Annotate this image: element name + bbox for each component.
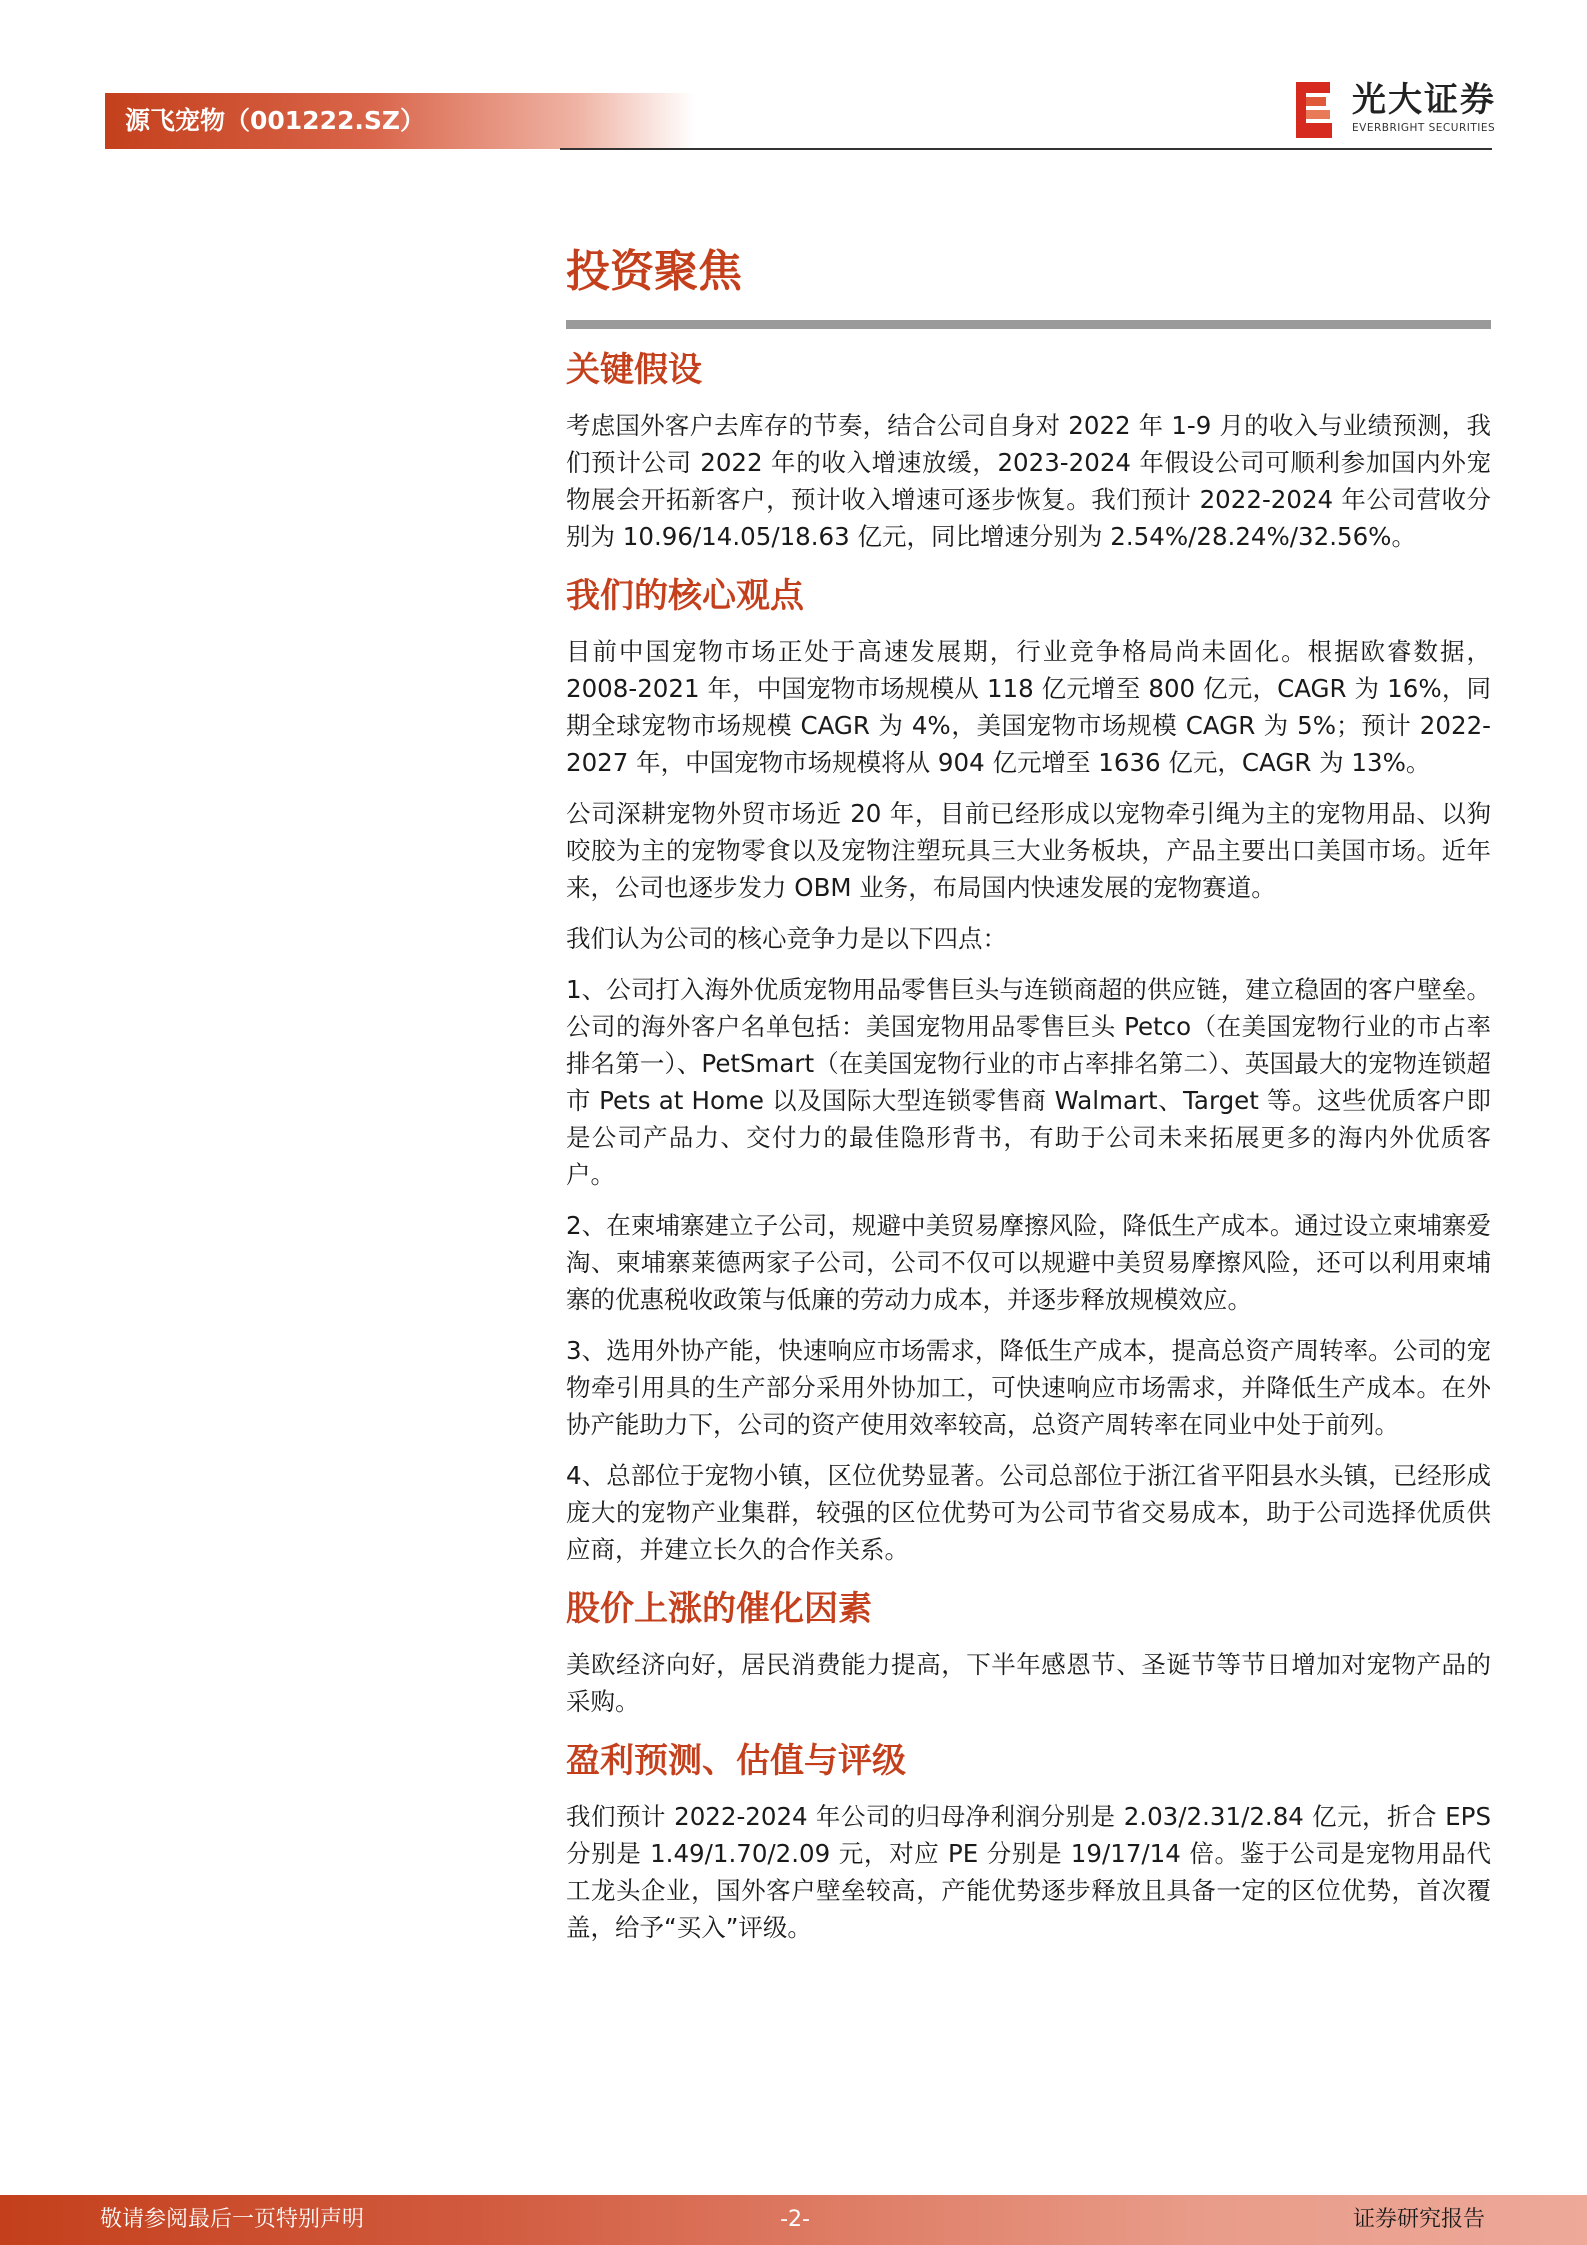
paragraph: 3、选用外协产能，快速响应市场需求，降低生产成本，提高总资产周转率。公司的宠物牵引用具的生产部分采用外协加工，可快速响应市场需求，并降低生产成本。在外协产能助力下，公司的资产使用效率较高，总资产周转率在同业中处于前列。 — [566, 1336, 1491, 1439]
title-rule — [566, 320, 1491, 329]
paragraph: 我们预计 2022-2024 年公司的归母净利润分别是 2.03/2.31/2.84 亿元，折合 EPS 分别是 1.49/1.70/2.09 元，对应 PE 分别是 19/17/14 倍。鉴于公司是宠物用品代工龙头企业，国外客户壁垒较高，产能优势逐步释放且具备一定的区位优势，首次覆盖，给予“买入”评级。 — [566, 1802, 1491, 1942]
section-heading: 股价上涨的催化因素 — [566, 1589, 872, 1629]
page-number: -2- — [780, 2207, 810, 2232]
brand-logo — [1294, 78, 1494, 142]
footer-disclaimer: 敬请参阅最后一页特别声明 — [100, 2207, 365, 2232]
everbright-logo-icon — [1294, 80, 1334, 140]
report-company-title: 源飞宠物（001222.SZ） — [125, 106, 426, 135]
paragraph: 4、总部位于宠物小镇，区位优势显著。公司总部位于浙江省平阳县水头镇，已经形成庞大的宠物产业集群，较强的区位优势可为公司节省交易成本，助于公司选择优质供应商，并建立长久的合作关系。 — [566, 1461, 1491, 1564]
brand-name: 光大证券 — [1352, 80, 1496, 120]
report-body — [566, 240, 1491, 1960]
footer-report-type: 证券研究报告 — [1352, 2207, 1485, 2232]
paragraph: 1、公司打入海外优质宠物用品零售巨头与连锁商超的供应链，建立稳固的客户壁垒。公司的海外客户名单包括：美国宠物用品零售巨头 Petco（在美国宠物行业的市占率排名第一）、PetSmart（在美国宠物行业的市占率排名第二）、英国最大的宠物连锁超市 Pets at Home 以及国际大型连锁零售商 Walmart、Target 等。这些优质客户即是公司产品力、交付力的最佳隐形背书，有助于公司未来拓展更多的海内外优质客户。 — [566, 975, 1491, 1189]
section-catalysts — [566, 1584, 1491, 1720]
brand-name-en: EVERBRIGHT SECURITIES — [1352, 122, 1496, 134]
paragraph: 目前中国宠物市场正处于高速发展期，行业竞争格局尚未固化。根据欧睿数据，2008-2021 年，中国宠物市场规模从 118 亿元增至 800 亿元，CAGR 为 16%，同期全球宠物市场规模 CAGR 为 4%，美国宠物市场规模 CAGR 为 5%；预计 2022-2027 年，中国宠物市场规模将从 904 亿元增至 1636 亿元，CAGR 为 13%。 — [566, 637, 1491, 777]
section-heading: 关键假设 — [566, 350, 702, 390]
paragraph: 2、在柬埔寨建立子公司，规避中美贸易摩擦风险，降低生产成本。通过设立柬埔寨爱淘、柬埔寨莱德两家子公司，公司不仅可以规避中美贸易摩擦风险，还可以利用柬埔寨的优惠税收政策与低廉的劳动力成本，并逐步释放规模效应。 — [566, 1211, 1491, 1314]
paragraph: 公司深耕宠物外贸市场近 20 年，目前已经形成以宠物牵引绳为主的宠物用品、以狗咬胶为主的宠物零食以及宠物注塑玩具三大业务板块，产品主要出口美国市场。近年来，公司也逐步发力 OBM 业务，布局国内快速发展的宠物赛道。 — [566, 799, 1491, 902]
paragraph: 美欧经济向好，居民消费能力提高，下半年感恩节、圣诞节等节日增加对宠物产品的采购。 — [566, 1650, 1491, 1716]
section-forecast-rating — [566, 1736, 1491, 1946]
paragraph: 考虑国外客户去库存的节奏，结合公司自身对 2022 年 1-9 月的收入与业绩预测，我们预计公司 2022 年的收入增速放缓，2023-2024 年假设公司可顺利参加国内外宠物展会开拓新客户，预计收入增速可逐步恢复。我们预计 2022-2024 年公司营收分别为 10.96/14.05/18.63 亿元，同比增速分别为 2.54%/28.24%/32.56%。 — [566, 411, 1491, 551]
section-key-assumptions — [566, 345, 1491, 555]
header-divider — [560, 148, 1492, 150]
section-heading: 盈利预测、估值与评级 — [566, 1741, 906, 1781]
section-heading: 我们的核心观点 — [566, 576, 804, 616]
section-core-views — [566, 571, 1491, 1568]
page-title: 投资聚焦 — [566, 246, 742, 297]
paragraph: 我们认为公司的核心竞争力是以下四点： — [566, 924, 1007, 953]
